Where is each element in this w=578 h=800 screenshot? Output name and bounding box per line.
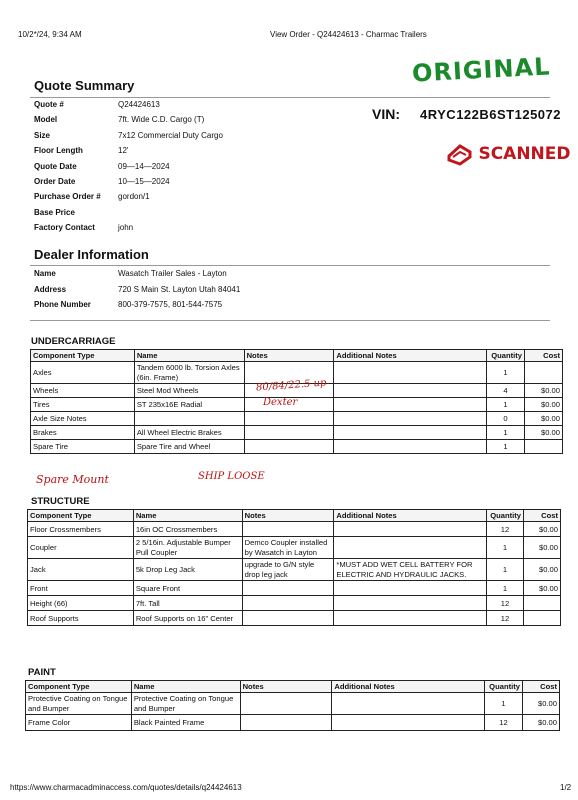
cell-notes — [242, 522, 334, 537]
cell-notes: upgrade to G/N style drop leg jack — [242, 559, 334, 581]
structure-table — [27, 509, 561, 626]
cell-type: Front — [28, 581, 134, 596]
cell-qty: 1 — [487, 559, 524, 581]
info-value: Q24424613 — [118, 100, 160, 109]
cell-cost — [524, 596, 561, 611]
cell-type: Height (66) — [28, 596, 134, 611]
info-label: Factory Contact — [34, 223, 95, 233]
cell-cost: $0.00 — [525, 426, 563, 440]
cell-qty: 0 — [487, 412, 525, 426]
info-row — [34, 192, 334, 207]
divider — [30, 97, 550, 98]
cell-type: Floor Crossmembers — [28, 522, 134, 537]
paint-table — [25, 680, 560, 731]
cell-add — [332, 693, 485, 715]
info-label: Quote Date — [34, 161, 77, 171]
print-page-title: View Order - Q24424613 - Charmac Trailers — [270, 30, 427, 39]
cell-qty: 1 — [487, 362, 525, 384]
info-value: 12' — [118, 146, 129, 156]
cell-name: Black Painted Frame — [131, 715, 240, 731]
cell-notes — [242, 611, 334, 626]
cell-qty: 12 — [487, 596, 524, 611]
column-header: Quantity — [485, 681, 523, 693]
cell-qty: 1 — [487, 537, 524, 559]
cell-add — [334, 426, 487, 440]
cell-notes — [242, 581, 334, 596]
cell-notes: Demco Coupler installed by Wasatch in Layton — [242, 537, 334, 559]
cell-notes — [244, 440, 334, 454]
undercarriage-title: UNDERCARRIAGE — [31, 336, 116, 347]
vin-value: 4RYC122B6ST125072 — [420, 107, 561, 122]
scanner-icon — [446, 142, 474, 168]
info-row — [34, 208, 334, 223]
cell-name: All Wheel Electric Brakes — [134, 426, 244, 440]
cell-notes — [240, 693, 332, 715]
info-row — [34, 177, 334, 192]
cell-name: Roof Supports on 16" Center — [133, 611, 242, 626]
cell-name: Tandem 6000 lb. Torsion Axles (6in. Frame) — [134, 362, 244, 384]
handwritten-note: 80/84/22.5 up — [255, 377, 327, 394]
info-row — [34, 100, 334, 115]
table-row — [28, 611, 561, 626]
scanned-label: SCANNED — [478, 144, 571, 165]
cell-qty: 1 — [487, 398, 525, 412]
info-label: Address — [34, 284, 67, 294]
info-value: john — [118, 223, 134, 233]
cell-add — [334, 596, 487, 611]
vin-label: VIN: — [372, 106, 400, 122]
handwritten-note: SHIP LOOSE — [198, 471, 265, 482]
info-label: Floor Length — [34, 146, 83, 156]
cell-cost: $0.00 — [524, 537, 561, 559]
structure-title: STRUCTURE — [31, 496, 90, 507]
table-row — [28, 537, 561, 559]
info-row — [34, 131, 334, 146]
handwritten-note: Dexter — [263, 397, 298, 408]
table-header-row — [31, 350, 563, 362]
info-value: Wasatch Trailer Sales - Layton — [118, 269, 227, 278]
info-row — [34, 146, 334, 161]
column-header: Notes — [244, 350, 334, 362]
cell-cost: $0.00 — [524, 559, 561, 581]
info-row — [34, 115, 334, 130]
original-stamp: ORIGINAL — [411, 52, 552, 88]
cell-add — [334, 398, 487, 412]
cell-name: Square Front — [133, 581, 242, 596]
cell-cost: $0.00 — [524, 522, 561, 537]
info-row — [34, 162, 334, 177]
cell-add — [334, 412, 487, 426]
cell-cost — [524, 611, 561, 626]
footer-page-number: 1/2 — [560, 783, 572, 792]
info-label: Base Price — [34, 207, 75, 217]
cell-notes — [240, 715, 332, 731]
divider — [30, 320, 550, 321]
column-header: Name — [133, 510, 242, 522]
cell-qty: 12 — [485, 715, 523, 731]
cell-add — [334, 522, 487, 537]
table-row — [26, 693, 560, 715]
info-row — [34, 223, 334, 238]
cell-cost: $0.00 — [522, 693, 559, 715]
cell-notes — [244, 412, 334, 426]
cell-cost: $0.00 — [525, 412, 563, 426]
info-label: Model — [34, 115, 58, 125]
cell-qty: 4 — [487, 384, 525, 398]
info-value: 7ft. Wide C.D. Cargo (T) — [118, 115, 205, 125]
info-value: gordon/1 — [118, 192, 150, 202]
footer-url[interactable]: https://www.charmacadminaccess.com/quotes/details/q24424613 — [10, 783, 242, 792]
column-header: Additional Notes — [334, 350, 487, 362]
table-row — [26, 715, 560, 731]
cell-type: Roof Supports — [28, 611, 134, 626]
table-row — [31, 412, 563, 426]
table-row — [28, 559, 561, 581]
info-label: Phone Number — [34, 300, 91, 310]
cell-add — [334, 581, 487, 596]
cell-type: Brakes — [31, 426, 135, 440]
cell-notes — [242, 596, 334, 611]
table-row — [28, 596, 561, 611]
quote-summary-title: Quote Summary — [34, 78, 135, 93]
cell-name: 7ft. Tall — [133, 596, 242, 611]
info-value: 09—14—2024 — [118, 161, 170, 171]
cell-qty: 1 — [487, 426, 525, 440]
cell-cost: $0.00 — [522, 715, 559, 731]
info-label: Purchase Order # — [34, 192, 101, 202]
info-value: 800-379-7575, 801-544-7575 — [118, 300, 223, 310]
cell-type: Spare Tire — [31, 440, 135, 454]
dealer-title: Dealer Information — [34, 247, 149, 262]
column-header: Quantity — [487, 510, 524, 522]
info-row — [34, 285, 334, 301]
cell-add — [334, 362, 487, 384]
info-label: Order Date — [34, 177, 76, 186]
column-header: Cost — [525, 350, 563, 362]
cell-type: Protective Coating on Tongue and Bumper — [26, 693, 132, 715]
cell-add — [334, 440, 487, 454]
info-label: Quote # — [34, 100, 64, 109]
cell-cost: $0.00 — [525, 384, 563, 398]
info-value: 7x12 Commercial Duty Cargo — [118, 130, 223, 140]
cell-type: Axle Size Notes — [31, 412, 135, 426]
cell-type: Axles — [31, 362, 135, 384]
divider — [30, 265, 550, 266]
cell-cost — [525, 440, 563, 454]
cell-type: Tires — [31, 398, 135, 412]
table-row — [28, 581, 561, 596]
paint-title: PAINT — [28, 667, 56, 678]
cell-add — [334, 537, 487, 559]
cell-qty: 1 — [487, 440, 525, 454]
print-datetime: 10/2*/24, 9:34 AM — [18, 30, 82, 39]
column-header: Name — [134, 350, 244, 362]
column-header: Component Type — [31, 350, 135, 362]
column-header: Cost — [524, 510, 561, 522]
cell-name: Steel Mod Wheels — [134, 384, 244, 398]
cell-name: 5k Drop Leg Jack — [133, 559, 242, 581]
column-header: Additional Notes — [334, 510, 487, 522]
info-row — [34, 300, 334, 316]
cell-name: Protective Coating on Tongue and Bumper — [131, 693, 240, 715]
column-header: Component Type — [28, 510, 134, 522]
info-row — [34, 269, 334, 285]
cell-qty: 12 — [487, 611, 524, 626]
cell-add — [334, 611, 487, 626]
table-header-row — [28, 510, 561, 522]
cell-type: Jack — [28, 559, 134, 581]
table-row — [28, 522, 561, 537]
cell-cost: $0.00 — [525, 398, 563, 412]
column-header: Additional Notes — [332, 681, 485, 693]
cell-name: 2 5/16in. Adjustable Bumper Pull Coupler — [133, 537, 242, 559]
cell-add: *MUST ADD WET CELL BATTERY FOR ELECTRIC AND HYDRAULIC JACKS. — [334, 559, 487, 581]
cell-qty: 1 — [487, 581, 524, 596]
column-header: Notes — [242, 510, 334, 522]
cell-type: Coupler — [28, 537, 134, 559]
table-row — [31, 440, 563, 454]
info-label: Name — [34, 269, 56, 278]
column-header: Quantity — [487, 350, 525, 362]
column-header: Notes — [240, 681, 332, 693]
cell-cost — [525, 362, 563, 384]
cell-name: Spare Tire and Wheel — [134, 440, 244, 454]
cell-cost: $0.00 — [524, 581, 561, 596]
cell-qty: 12 — [487, 522, 524, 537]
cell-add — [334, 384, 487, 398]
table-row — [31, 426, 563, 440]
cell-type: Frame Color — [26, 715, 132, 731]
handwritten-note: Spare Mount — [36, 473, 109, 486]
column-header: Name — [131, 681, 240, 693]
info-value: 10—15—2024 — [118, 177, 170, 186]
cell-type: Wheels — [31, 384, 135, 398]
cell-notes — [244, 426, 334, 440]
column-header: Component Type — [26, 681, 132, 693]
cell-qty: 1 — [485, 693, 523, 715]
cell-name: ST 235x16E Radial — [134, 398, 244, 412]
cell-add — [332, 715, 485, 731]
column-header: Cost — [522, 681, 559, 693]
cell-name — [134, 412, 244, 426]
table-header-row — [26, 681, 560, 693]
cell-name: 16in OC Crossmembers — [133, 522, 242, 537]
info-label: Size — [34, 130, 51, 140]
info-value: 720 S Main St. Layton Utah 84041 — [118, 284, 241, 294]
scanned-stamp — [446, 142, 571, 168]
